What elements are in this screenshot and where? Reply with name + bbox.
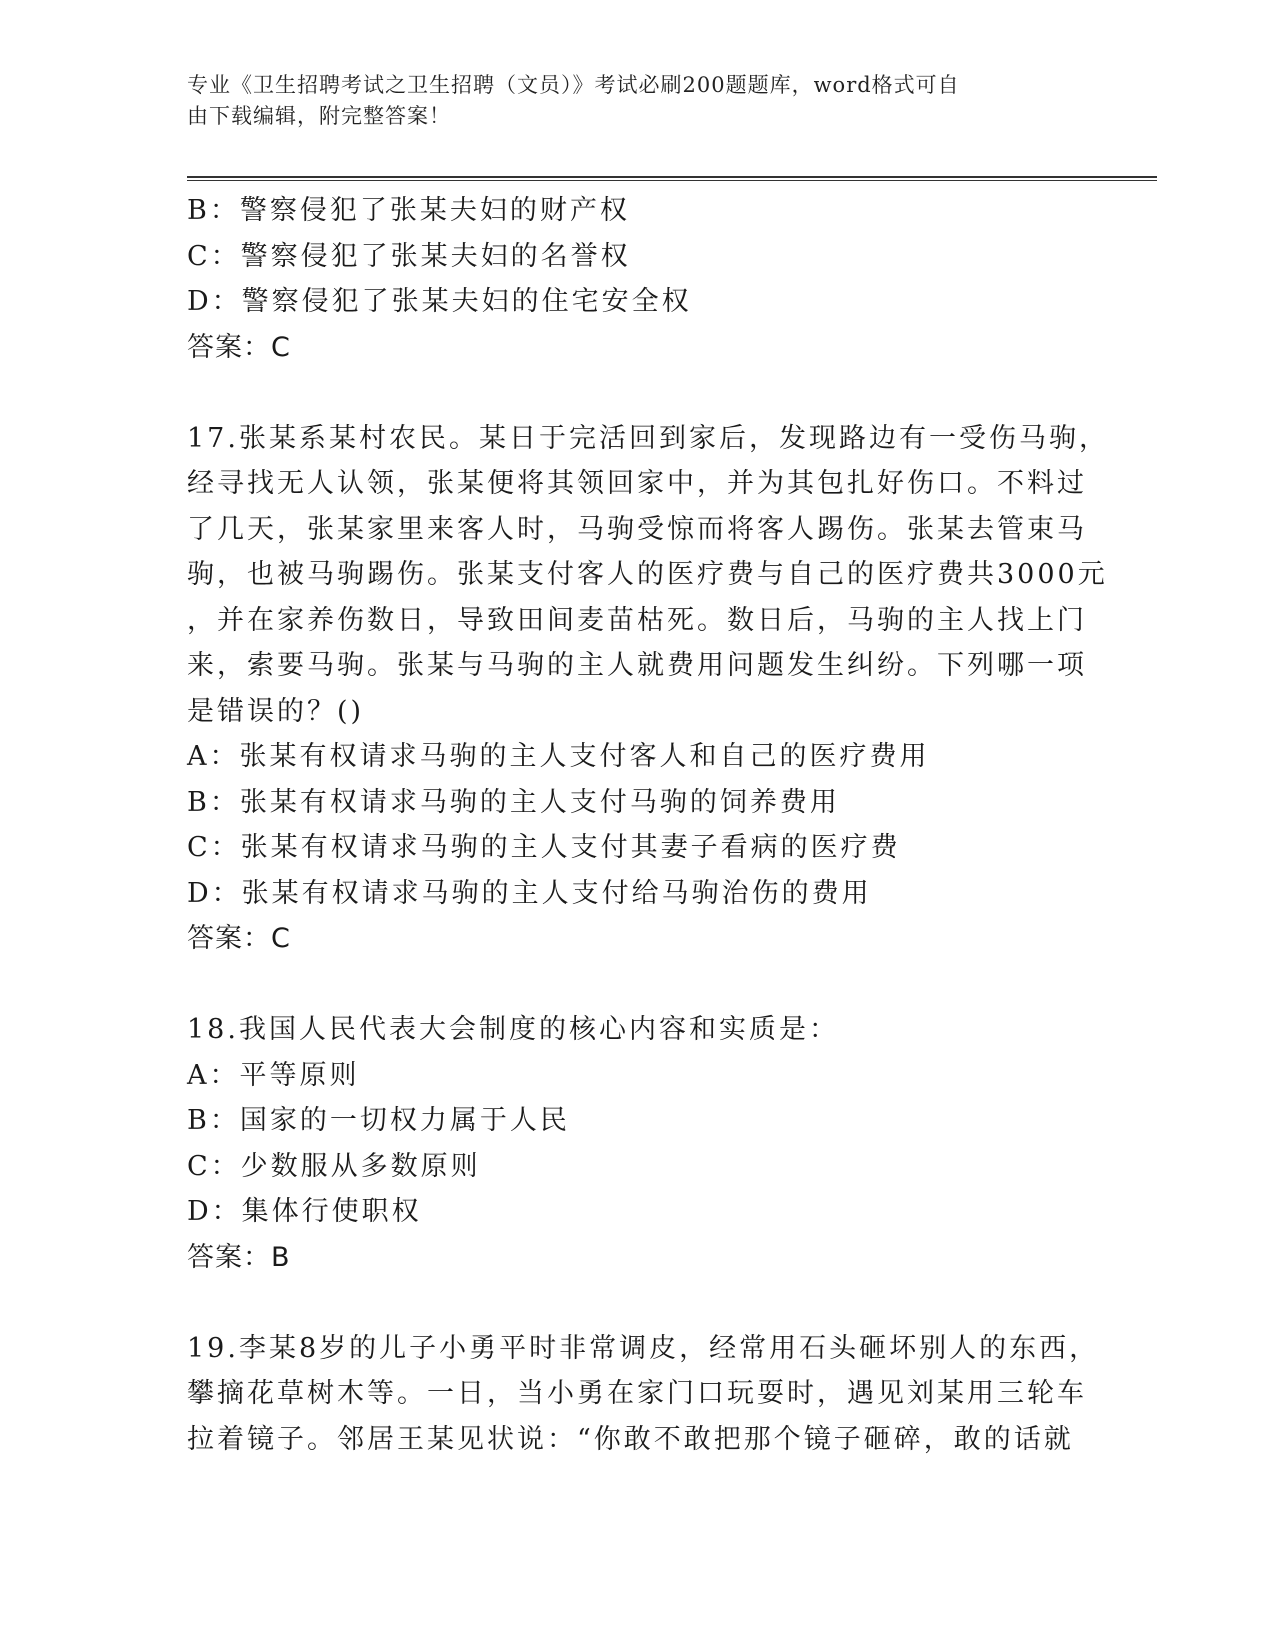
question-stem-line: ，并在家养伤数日，导致田间麦苗枯死。数日后，马驹的主人找上门 — [187, 604, 1087, 636]
question-stem-line: 19.李某8岁的儿子小勇平时非常调皮，经常用石头砸坏别人的东西， — [187, 1332, 1100, 1364]
header-divider — [187, 176, 1157, 181]
option-d: D：警察侵犯了张某夫妇的住宅安全权 — [187, 286, 692, 317]
question-stem-line: 是错误的？() — [187, 695, 365, 727]
option-c: C：警察侵犯了张某夫妇的名誉权 — [187, 240, 631, 272]
option-b: B：警察侵犯了张某夫妇的财产权 — [187, 195, 630, 226]
header-line-2: 由下载编辑，附完整答案！ — [187, 104, 451, 128]
spacer — [187, 370, 1087, 416]
option-d: D：张某有权请求马驹的主人支付给马驹治伤的费用 — [187, 877, 872, 909]
answer: 答案：C — [187, 923, 291, 954]
question-19 — [187, 1326, 1100, 1463]
option-c: C：少数服从多数原则 — [187, 1150, 481, 1182]
question-stem-line: 驹，也被马驹踢伤。张某支付客人的医疗费与自己的医疗费共3000元 — [187, 559, 1108, 590]
question-16-tail — [187, 188, 1087, 370]
question-stem-line: 17.张某系某村农民。某日于完活回到家后，发现路边有一受伤马驹， — [187, 422, 1109, 454]
question-stem-line: 经寻找无人认领，张某便将其领回家中，并为其包扎好伤口。不料过 — [187, 468, 1087, 499]
question-17 — [187, 416, 1109, 962]
page-header — [187, 70, 1087, 132]
document-body — [187, 188, 1109, 1462]
question-stem-line: 攀摘花草树木等。一日，当小勇在家门口玩耍时，遇见刘某用三轮车 — [187, 1378, 1087, 1409]
answer: 答案：B — [187, 1241, 291, 1273]
spacer — [187, 1280, 1087, 1326]
question-stem-line: 来，索要马驹。张某与马驹的主人就费用问题发生纠纷。下列哪一项 — [187, 650, 1087, 681]
question-stem-line: 18.我国人民代表大会制度的核心内容和实质是： — [187, 1014, 839, 1045]
header-line-1: 专业《卫生招聘考试之卫生招聘（文员）》考试必刷200题题库，word格式可自 — [187, 73, 960, 97]
spacer — [187, 962, 1087, 1008]
option-c: C：张某有权请求马驹的主人支付其妻子看病的医疗费 — [187, 832, 901, 863]
option-a: A：平等原则 — [187, 1059, 360, 1091]
question-stem-line: 拉着镜子。邻居王某见状说：“你敢不敢把那个镜子砸碎，敢的话就 — [187, 1423, 1074, 1455]
option-b: B：国家的一切权力属于人民 — [187, 1105, 570, 1136]
answer: 答案：C — [187, 331, 291, 363]
option-b: B：张某有权请求马驹的主人支付马驹的饲养费用 — [187, 786, 840, 818]
option-d: D：集体行使职权 — [187, 1196, 422, 1227]
option-a: A：张某有权请求马驹的主人支付客人和自己的医疗费用 — [187, 741, 930, 772]
question-18 — [187, 1007, 1087, 1280]
question-stem-line: 了几天，张某家里来客人时，马驹受惊而将客人踢伤。张某去管束马 — [187, 513, 1087, 545]
